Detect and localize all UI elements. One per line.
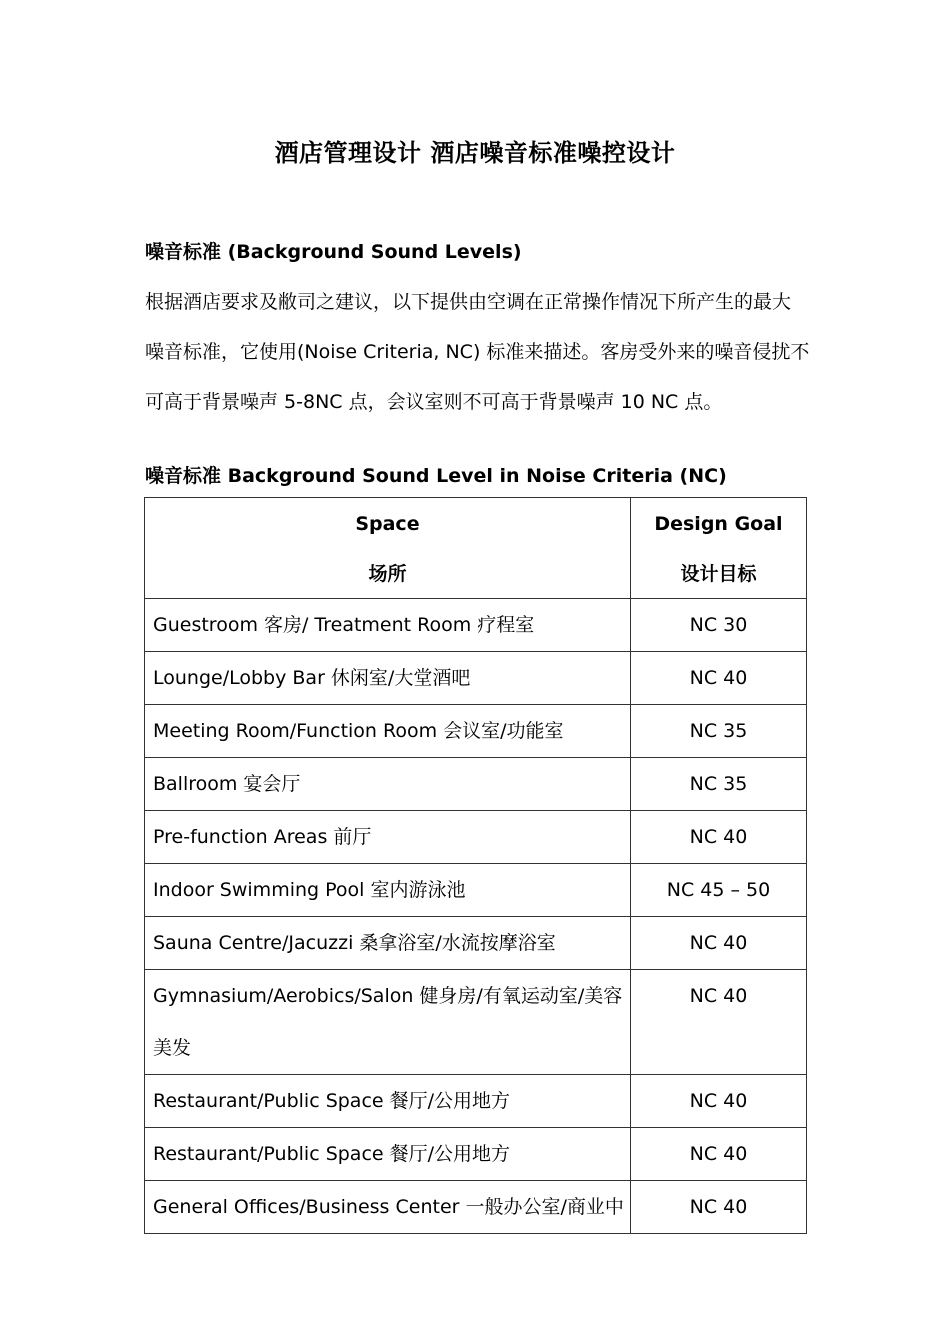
space-cell [145, 917, 631, 970]
space-cell [145, 758, 631, 811]
goal-cell [630, 811, 806, 864]
space-text: Pre-function Areas 前厅 [153, 826, 372, 848]
space-cell [145, 811, 631, 864]
header-space [145, 498, 631, 599]
space-text: Ballroom 宴会厅 [153, 773, 301, 795]
header-space-en: Space [355, 513, 420, 535]
space-text: Restaurant/Public Space 餐厅/公用地方 [153, 1143, 511, 1165]
space-text: Restaurant/Public Space 餐厅/公用地方 [153, 1090, 511, 1112]
paragraph-line: 可高于背景噪声 5-8NC 点，会议室则不可高于背景噪声 10 NC 点。 [145, 391, 723, 413]
goal-cell [630, 1181, 806, 1234]
space-cell [145, 864, 631, 917]
goal-cell [630, 705, 806, 758]
goal-cell [630, 970, 806, 1075]
space-text: General Offices/Business Center 一般办公室/商业中 [153, 1196, 624, 1218]
table-row [145, 811, 807, 864]
space-cell [145, 705, 631, 758]
space-text: Guestroom 客房/ Treatment Room 疗程室 [153, 614, 535, 636]
goal-text: NC 35 [689, 720, 748, 742]
space-text: Lounge/Lobby Bar 休闲室/大堂酒吧 [153, 667, 471, 689]
table-caption: 噪音标准 Background Sound Level in Noise Criteria (NC) [145, 465, 727, 487]
space-text-continued: 美发 [153, 1037, 192, 1059]
space-cell [145, 652, 631, 705]
header-goal-cn: 设计目标 [680, 563, 757, 585]
table-row [145, 599, 807, 652]
goal-text: NC 40 [689, 1143, 748, 1165]
table-row [145, 652, 807, 705]
goal-text: NC 40 [689, 932, 748, 954]
space-cell [145, 1075, 631, 1128]
space-text: Gymnasium/Aerobics/Salon 健身房/有氧运动室/美容 [153, 985, 623, 1007]
goal-cell [630, 917, 806, 970]
goal-cell [630, 758, 806, 811]
table-row [145, 1128, 807, 1181]
goal-text: NC 40 [689, 667, 748, 689]
table-header-row [145, 498, 807, 599]
goal-text: NC 40 [689, 985, 748, 1007]
table-row [145, 917, 807, 970]
goal-text: NC 35 [689, 773, 748, 795]
header-space-cn: 场所 [368, 563, 407, 585]
table-row [145, 705, 807, 758]
space-cell [145, 1128, 631, 1181]
header-goal-en: Design Goal [654, 513, 783, 535]
paragraph-line: 根据酒店要求及敝司之建议，以下提供由空调在正常操作情况下所产生的最大 [145, 291, 792, 313]
goal-text: NC 40 [689, 1196, 748, 1218]
paragraph-line: 噪音标准，它使用(Noise Criteria, NC) 标准来描述。客房受外来的噪音侵扰不 [145, 341, 810, 363]
goal-text: NC 30 [689, 614, 748, 636]
table-row [145, 758, 807, 811]
goal-cell [630, 1075, 806, 1128]
table-row [145, 1181, 807, 1234]
space-cell [145, 1181, 631, 1234]
goal-cell [630, 599, 806, 652]
goal-text: NC 40 [689, 826, 748, 848]
space-cell [145, 599, 631, 652]
table-row [145, 970, 807, 1075]
goal-cell [630, 652, 806, 705]
goal-text: NC 45 – 50 [666, 879, 771, 901]
table-row [145, 864, 807, 917]
space-cell [145, 970, 631, 1075]
table-row [145, 1075, 807, 1128]
space-text: Sauna Centre/Jacuzzi 桑拿浴室/水流按摩浴室 [153, 932, 556, 954]
noise-criteria-table [144, 497, 807, 1234]
space-text: Meeting Room/Function Room 会议室/功能室 [153, 720, 564, 742]
document-title: 酒店管理设计 酒店噪音标准噪控设计 [274, 139, 676, 167]
goal-cell [630, 1128, 806, 1181]
header-goal [630, 498, 806, 599]
space-text: Indoor Swimming Pool 室内游泳池 [153, 879, 466, 901]
section-heading: 噪音标准 (Background Sound Levels) [145, 241, 522, 263]
goal-text: NC 40 [689, 1090, 748, 1112]
goal-cell [630, 864, 806, 917]
